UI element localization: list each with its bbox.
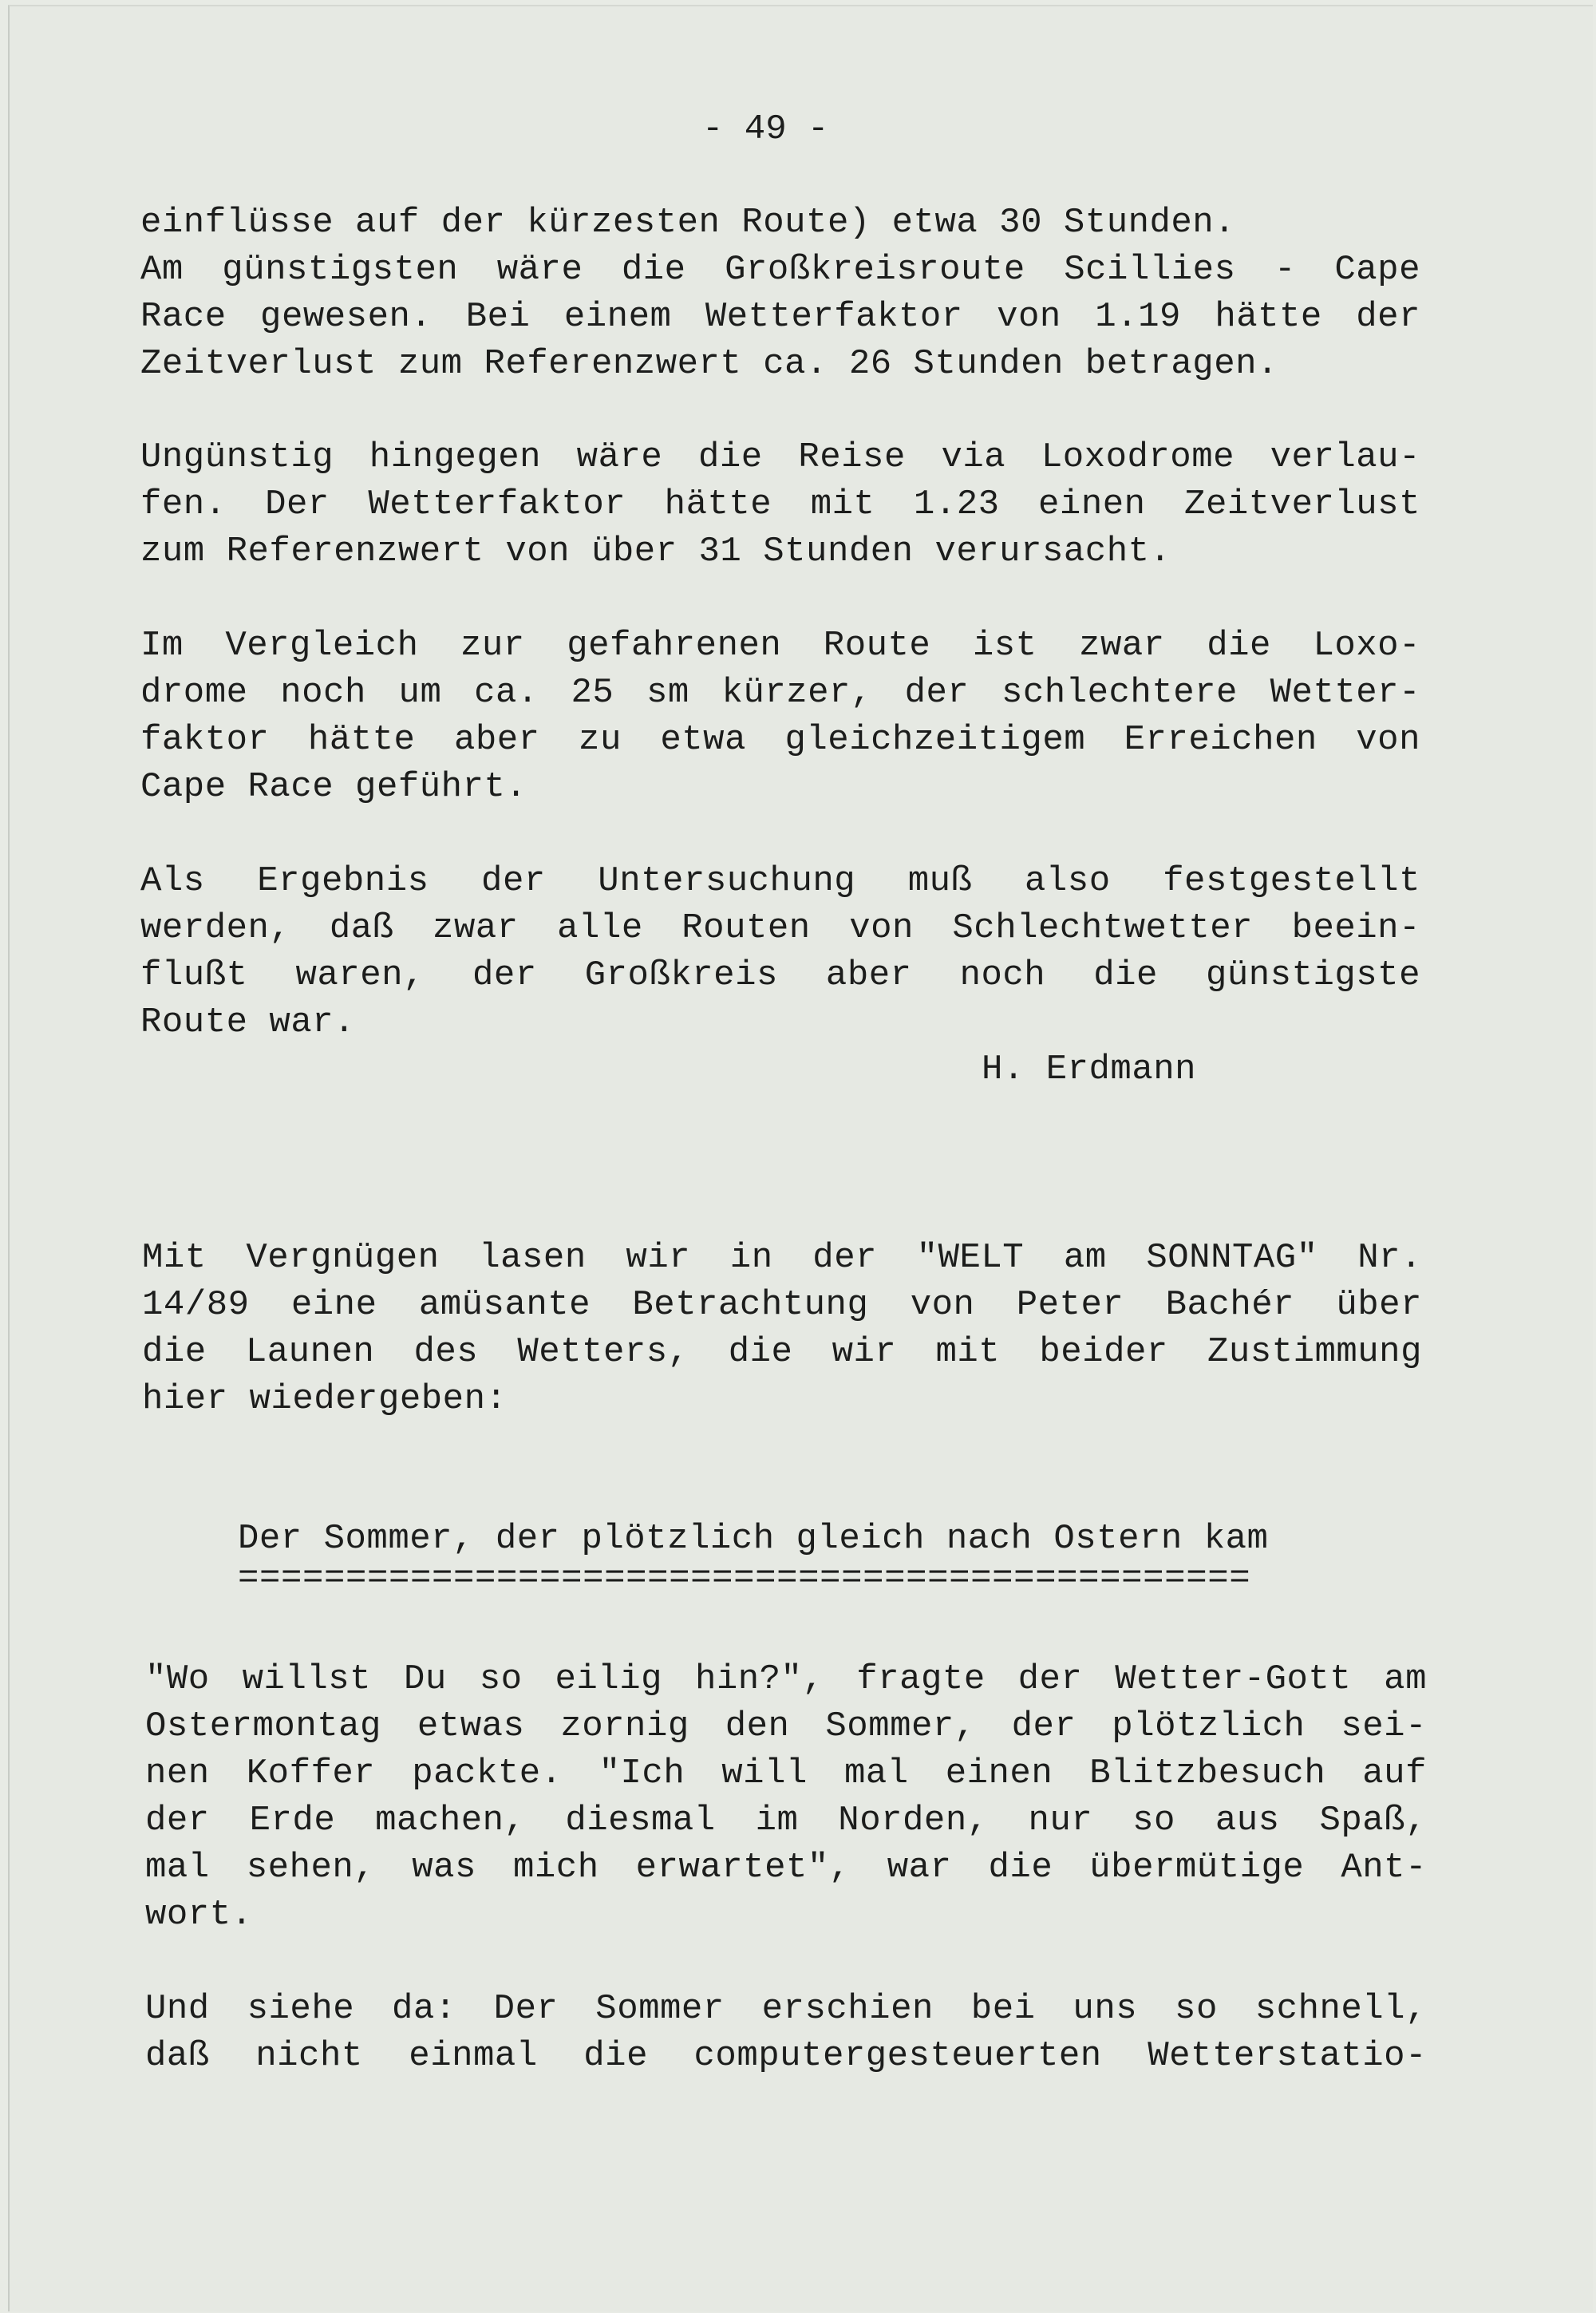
para6-line-4: der Erde machen, diesmal im Norden, nur so aus Spaß,: [145, 1801, 1427, 1841]
author-signature: H. Erdmann: [982, 1050, 1197, 1089]
para4-line-4: Route war.: [140, 1002, 356, 1042]
para5-line-2: 14/89 eine amüsante Betrachtung von Peter Bachér über: [142, 1285, 1422, 1325]
para7-line-2: daß nicht einmal die computergesteuerten Wetterstatio-: [145, 2036, 1427, 2076]
para1-line-2: Am günstigsten wäre die Großkreisroute Scillies - Cape: [140, 250, 1420, 290]
page-number: - 49 -: [702, 109, 829, 149]
para3-line-4: Cape Race geführt.: [140, 767, 527, 807]
para2-line-3: zum Referenzwert von über 31 Stunden verursacht.: [140, 532, 1171, 571]
title-underline: ===============================================: [238, 1559, 1251, 1599]
para1-line-3: Race gewesen. Bei einem Wetterfaktor von 1.19 hätte der: [140, 297, 1420, 337]
para6-line-6: wort.: [145, 1895, 253, 1935]
para5-line-1: Mit Vergnügen lasen wir in der "WELT am SONNTAG" Nr.: [142, 1238, 1422, 1278]
para1-line-1: einflüsse auf der kürzesten Route) etwa 30 Stunden.: [140, 203, 1236, 243]
para3-line-3: faktor hätte aber zu etwa gleichzeitigem Erreichen von: [140, 720, 1420, 760]
para6-line-3: nen Koffer packte. "Ich will mal einen Blitzbesuch auf: [145, 1754, 1427, 1793]
para4-line-3: flußt waren, der Großkreis aber noch die günstigste: [140, 955, 1420, 995]
article-title: Der Sommer, der plötzlich gleich nach Ostern kam: [238, 1519, 1269, 1559]
para4-line-1: Als Ergebnis der Untersuchung muß also festgestellt: [140, 861, 1420, 901]
para1-line-4: Zeitverlust zum Referenzwert ca. 26 Stunden betragen.: [140, 344, 1278, 384]
para2-line-1: Ungünstig hingegen wäre die Reise via Loxodrome verlau-: [140, 437, 1420, 477]
para6-line-5: mal sehen, was mich erwartet", war die übermütige Ant-: [145, 1848, 1427, 1888]
para5-line-3: die Launen des Wetters, die wir mit beider Zustimmung: [142, 1332, 1422, 1372]
para4-line-2: werden, daß zwar alle Routen von Schlechtwetter beein-: [140, 908, 1420, 948]
para6-line-2: Ostermontag etwas zornig den Sommer, der plötzlich sei-: [145, 1706, 1427, 1746]
para2-line-2: fen. Der Wetterfaktor hätte mit 1.23 einen Zeitverlust: [140, 484, 1420, 524]
para7-line-1: Und siehe da: Der Sommer erschien bei uns so schnell,: [145, 1989, 1427, 2029]
para3-line-2: drome noch um ca. 25 sm kürzer, der schlechtere Wetter-: [140, 673, 1420, 713]
para6-line-1: "Wo willst Du so eilig hin?", fragte der Wetter-Gott am: [145, 1659, 1427, 1699]
para3-line-1: Im Vergleich zur gefahrenen Route ist zwar die Loxo-: [140, 626, 1420, 666]
para5-line-4: hier wiedergeben:: [142, 1379, 508, 1419]
